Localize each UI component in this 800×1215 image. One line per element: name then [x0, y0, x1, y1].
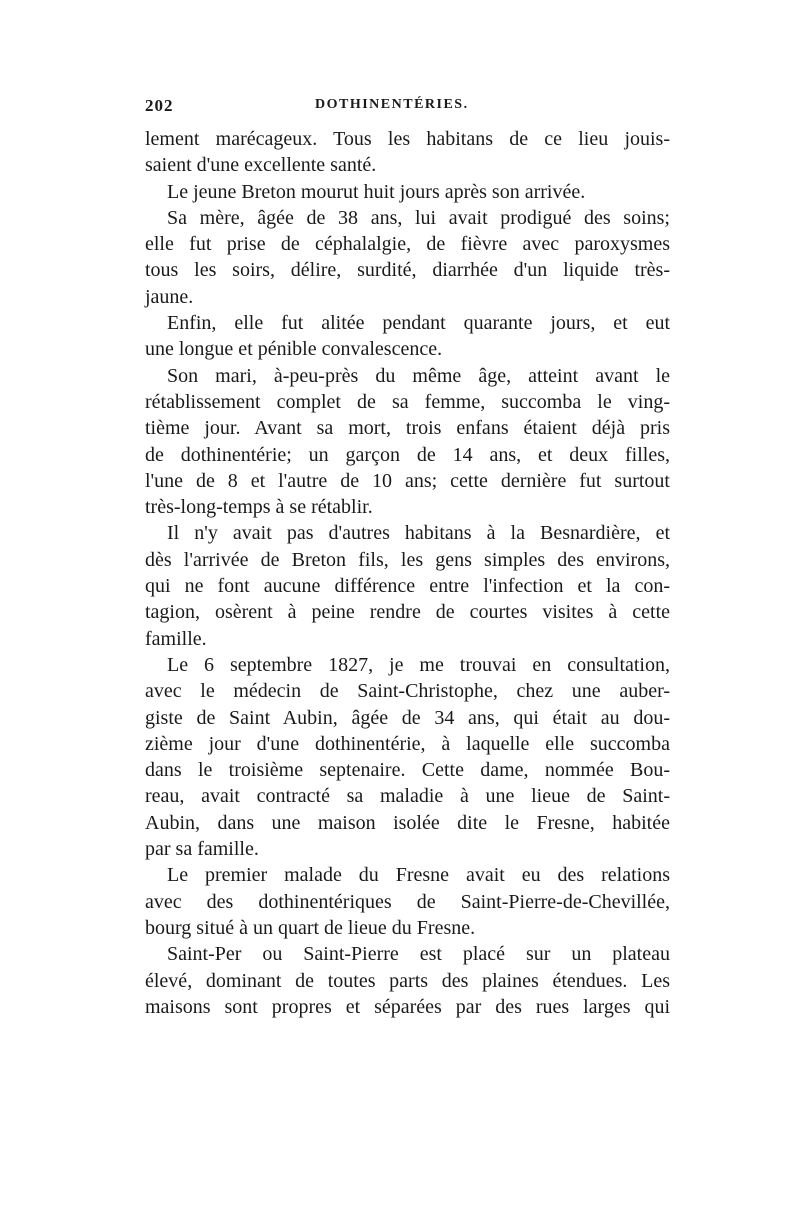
text-line: tième jour. Avant sa mort, trois enfans étaient déjà pris	[145, 417, 670, 440]
page-number: 202	[145, 96, 174, 115]
page-header	[145, 96, 670, 120]
text-line: famille.	[145, 627, 207, 650]
text-line: reau, avait contracté sa maladie à une lieue de Saint-	[145, 785, 670, 808]
text-line: Aubin, dans une maison isolée dite le Fresne, habitée	[145, 811, 670, 834]
text-line: dans le troisième septenaire. Cette dame, nommée Bou-	[145, 759, 670, 782]
text-line: Il n'y avait pas d'autres habitans à la Besnardière, et	[167, 522, 670, 545]
text-line: jaune.	[145, 285, 194, 308]
text-line: rétablissement complet de sa femme, succomba le ving-	[145, 390, 670, 413]
text-line: l'une de 8 et l'autre de 10 ans; cette dernière fut surtout	[145, 469, 670, 492]
body-text	[145, 126, 670, 1020]
text-line: avec le médecin de Saint-Christophe, chez une auber-	[145, 680, 670, 703]
text-line: une longue et pénible convalescence.	[145, 338, 443, 361]
text-line: elle fut prise de céphalalgie, de fièvre avec paroxysmes	[145, 233, 670, 256]
text-line: par sa famille.	[145, 838, 259, 861]
running-head: DOTHINENTÉRIES.	[315, 97, 469, 112]
text-line: zième jour d'une dothinentérie, à laquelle elle succomba	[145, 732, 670, 755]
text-line: lement marécageux. Tous les habitans de ce lieu jouis-	[145, 128, 670, 150]
text-line: Le premier malade du Fresne avait eu des relations	[167, 864, 670, 887]
text-line: très-long-temps à se rétablir.	[145, 496, 373, 519]
text-line: Le 6 septembre 1827, je me trouvai en consultation,	[167, 653, 670, 676]
text-line: Sa mère, âgée de 38 ans, lui avait prodigué des soins;	[167, 206, 670, 229]
text-line: maisons sont propres et séparées par des rues larges qui	[145, 995, 670, 1018]
text-line: Son mari, à-peu-près du même âge, atteint avant le	[167, 364, 670, 387]
text-line: tagion, osèrent à peine rendre de courtes visites à cette	[145, 601, 670, 624]
text-line: élevé, dominant de toutes parts des plaines étendues. Les	[145, 969, 670, 992]
text-line: bourg situé à un quart de lieue du Fresne.	[145, 916, 476, 939]
text-line: dès l'arrivée de Breton fils, les gens simples des environs,	[145, 548, 670, 571]
text-line: de dothinentérie; un garçon de 14 ans, et deux filles,	[145, 443, 670, 466]
text-line: Le jeune Breton mourut huit jours après son arrivée.	[167, 180, 586, 203]
text-line: saient d'une excellente santé.	[145, 154, 377, 177]
text-line: avec des dothinentériques de Saint-Pierre-de-Chevillée,	[145, 890, 670, 913]
text-line: tous les soirs, délire, surdité, diarrhée d'un liquide très-	[145, 259, 670, 282]
text-line: qui ne font aucune différence entre l'infection et la con-	[145, 575, 670, 598]
text-line: Saint-Per ou Saint-Pierre est placé sur un plateau	[167, 943, 670, 966]
text-line: Enfin, elle fut alitée pendant quarante jours, et eut	[167, 312, 670, 335]
text-line: giste de Saint Aubin, âgée de 34 ans, qui était au dou-	[145, 706, 670, 729]
